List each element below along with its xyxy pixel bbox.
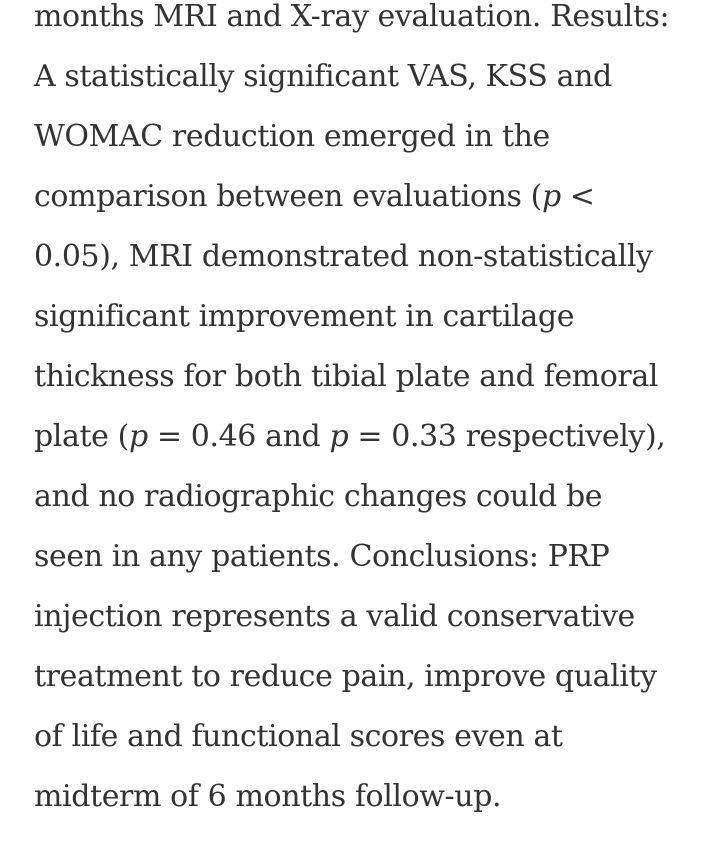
abstract-line-5: 0.05), MRI demonstrated non-statistically xyxy=(34,239,653,274)
line-8-end: = 0.33 respectively), xyxy=(348,419,666,454)
abstract-line-2: A statistically significant VAS, KSS and xyxy=(34,59,612,94)
abstract-line-1: months MRI and X-ray evaluation. Results: xyxy=(34,0,670,34)
abstract-line-8 xyxy=(34,407,714,467)
p-value-symbol: p xyxy=(541,179,561,214)
line-4-start: comparison between evaluations ( xyxy=(34,179,542,214)
abstract-paragraph xyxy=(34,0,714,827)
abstract-line-7: thickness for both tibial plate and femoral xyxy=(34,359,659,394)
abstract-line-10: seen in any patients. Conclusions: PRP xyxy=(34,539,610,574)
line-8-middle: = 0.46 and xyxy=(147,419,330,454)
abstract-line-6: significant improvement in cartilage xyxy=(34,299,575,334)
abstract-line-4 xyxy=(34,167,714,227)
abstract-line-14: midterm of 6 months follow-up. xyxy=(34,779,502,814)
line-4-end: < xyxy=(560,179,595,214)
p-value-symbol-femoral: p xyxy=(329,419,349,454)
p-value-symbol-tibial: p xyxy=(128,419,148,454)
abstract-line-12: treatment to reduce pain, improve quality xyxy=(34,659,657,694)
abstract-line-3: WOMAC reduction emerged in the xyxy=(34,119,550,154)
abstract-line-13: of life and functional scores even at xyxy=(34,719,563,754)
abstract-line-11: injection represents a valid conservative xyxy=(34,599,635,634)
line-8-start: plate ( xyxy=(34,419,129,454)
abstract-line-9: and no radiographic changes could be xyxy=(34,479,603,514)
